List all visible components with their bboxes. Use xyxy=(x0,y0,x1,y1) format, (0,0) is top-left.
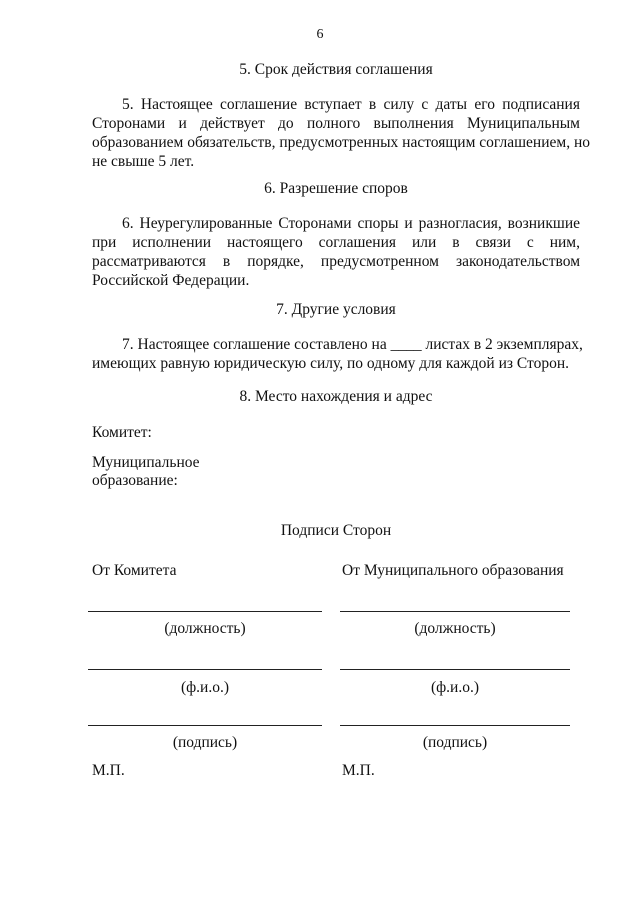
page-number: 6 xyxy=(316,27,324,42)
section-8-heading: 8. Место нахождения и адрес xyxy=(239,388,433,405)
left-position-line xyxy=(88,611,322,612)
right-signature-caption: (подпись) xyxy=(422,734,488,751)
section-7-line-1: 7. Настоящее соглашение составлено на ____ листах в 2 экземплярах, xyxy=(122,336,583,353)
left-signature-caption: (подпись) xyxy=(172,734,238,751)
section-5-heading: 5. Срок действия соглашения xyxy=(239,61,433,78)
section-6-line-4: Российской Федерации. xyxy=(92,272,250,289)
section-5-line-2: Сторонами и действует до полного выполнения Муниципальным xyxy=(92,115,580,132)
section-6-paragraph xyxy=(92,214,580,290)
section-6-line-2: при исполнении настоящего соглашения или в связи с ним, xyxy=(92,234,580,251)
municipality-address-label-line-2: образование: xyxy=(92,472,178,489)
section-5-line-4: не свыше 5 лет. xyxy=(92,153,195,170)
section-5-line-3: образованием обязательств, предусмотренных настоящим соглашением, но xyxy=(92,134,590,151)
right-name-caption: (ф.и.о.) xyxy=(430,679,480,696)
section-7-line-2: имеющих равную юридическую силу, по одному для каждой из Сторон. xyxy=(92,355,570,372)
left-signatory-header: От Комитета xyxy=(92,562,177,579)
right-position-caption: (должность) xyxy=(414,620,496,637)
right-name-line xyxy=(340,669,570,670)
left-position-caption: (должность) xyxy=(164,620,246,637)
right-seal-placeholder: М.П. xyxy=(342,762,375,779)
municipality-address-label-line-1: Муниципальное xyxy=(92,454,200,471)
section-7-heading: 7. Другие условия xyxy=(276,301,396,318)
section-7-paragraph xyxy=(92,335,583,373)
left-signature-line xyxy=(88,725,322,726)
section-6-heading: 6. Разрешение споров xyxy=(264,180,408,197)
right-signature-line xyxy=(340,725,570,726)
section-5-line-1: 5. Настоящее соглашение вступает в силу с даты его подписания xyxy=(122,96,580,113)
left-name-caption: (ф.и.о.) xyxy=(180,679,230,696)
section-5-paragraph xyxy=(92,95,590,171)
signatures-title: Подписи Сторон xyxy=(280,522,392,539)
left-seal-placeholder: М.П. xyxy=(92,762,125,779)
right-signatory-header: От Муниципального образования xyxy=(342,562,564,579)
left-name-line xyxy=(88,669,322,670)
right-position-line xyxy=(340,611,570,612)
section-6-line-1: 6. Неурегулированные Сторонами споры и разногласия, возникшие xyxy=(122,215,580,232)
section-6-line-3: рассматриваются в порядке, предусмотренном законодательством xyxy=(92,253,580,270)
committee-address-label: Комитет: xyxy=(92,424,152,441)
